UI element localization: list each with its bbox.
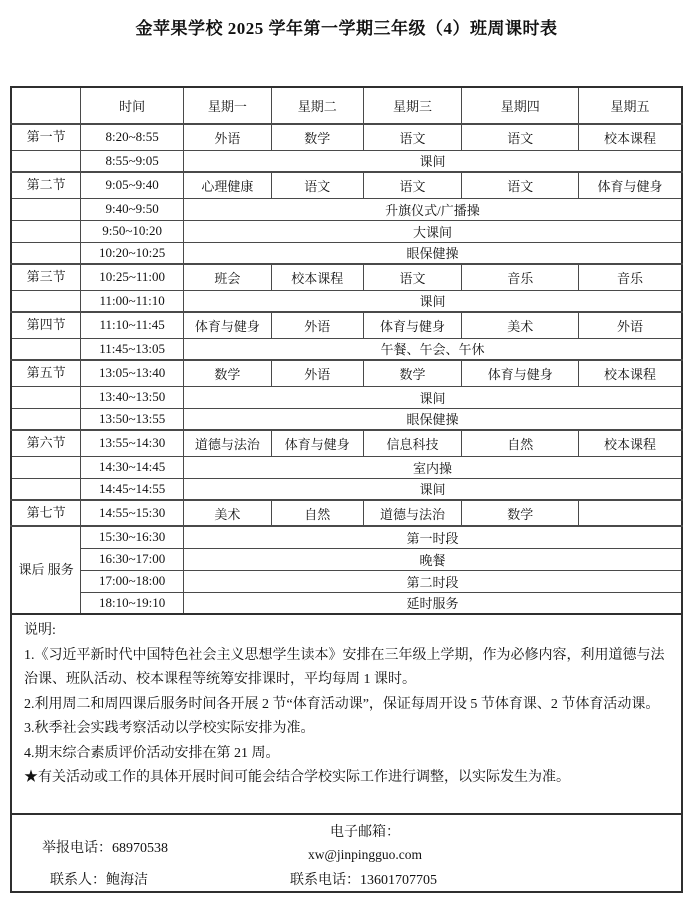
subject-cell: 体育与健身: [183, 312, 271, 338]
time-range: 13:50~13:55: [81, 408, 184, 430]
timetable-table: [10, 86, 683, 893]
timetable-body: [11, 124, 682, 614]
contact-block: [12, 815, 681, 891]
report-phone: 举报电话：68970538: [42, 841, 168, 856]
subject-cell: 音乐: [462, 264, 579, 290]
header-time-cell: 时间: [81, 87, 184, 124]
activity-span-cell: 第二时段: [183, 570, 682, 592]
activity-span-cell: 延时服务: [183, 592, 682, 614]
break-row: [11, 456, 682, 478]
time-range: 11:45~13:05: [81, 338, 184, 360]
time-range: 11:00~11:10: [81, 290, 184, 312]
time-range: 9:40~9:50: [81, 198, 184, 220]
subject-cell: 体育与健身: [363, 312, 462, 338]
time-range: 9:50~10:20: [81, 220, 184, 242]
period-label: 第五节: [11, 360, 81, 386]
activity-span-cell: 大课间: [183, 220, 682, 242]
subject-cell: 音乐: [579, 264, 682, 290]
break-row: [11, 478, 682, 500]
class-row: [11, 172, 682, 198]
break-row: [11, 150, 682, 172]
note-item: 1.《习近平新时代中国特色社会主义思想学生读本》安排在三年级上学期，作为必修内容，利用道德与法治课、班队活动、校本课程等统筹安排课时，平均每周 1 课时。: [24, 647, 665, 687]
subject-cell: 校本课程: [579, 360, 682, 386]
header-day-wednesday: 星期三: [363, 87, 462, 124]
contact-section: [11, 814, 682, 892]
activity-span-cell: 午餐、午会、午休: [183, 338, 682, 360]
break-row: [11, 242, 682, 264]
subject-cell: 外语: [271, 360, 363, 386]
email-label: 电子邮箱：: [330, 825, 400, 840]
service-row: [11, 570, 682, 592]
period-label: 课后 服务: [11, 526, 81, 614]
service-row: [11, 548, 682, 570]
class-row: [11, 500, 682, 526]
subject-cell: [579, 500, 682, 526]
period-label: [11, 456, 81, 478]
break-row: [11, 198, 682, 220]
time-range: 10:20~10:25: [81, 242, 184, 264]
subject-cell: 外语: [579, 312, 682, 338]
subject-cell: 校本课程: [579, 124, 682, 150]
activity-span-cell: 眼保健操: [183, 408, 682, 430]
time-range: 10:25~11:00: [81, 264, 184, 290]
activity-span-cell: 课间: [183, 290, 682, 312]
activity-span-cell: 课间: [183, 150, 682, 172]
activity-span-cell: 课间: [183, 386, 682, 408]
contact-row: [11, 814, 682, 892]
period-label: [11, 220, 81, 242]
period-label: 第七节: [11, 500, 81, 526]
period-label: [11, 386, 81, 408]
timetable-document: [10, 14, 683, 893]
notes-row: [11, 614, 682, 814]
class-row: [11, 124, 682, 150]
subject-cell: 道德与法治: [363, 500, 462, 526]
subject-cell: 外语: [271, 312, 363, 338]
service-row: [11, 592, 682, 614]
activity-span-cell: 课间: [183, 478, 682, 500]
header-row: [11, 87, 682, 124]
subject-cell: 体育与健身: [579, 172, 682, 198]
period-label: 第二节: [11, 172, 81, 198]
period-label: [11, 290, 81, 312]
class-row: [11, 360, 682, 386]
time-range: 9:05~9:40: [81, 172, 184, 198]
time-range: 17:00~18:00: [81, 570, 184, 592]
period-label: [11, 242, 81, 264]
break-row: [11, 338, 682, 360]
subject-cell: 数学: [183, 360, 271, 386]
break-row: [11, 408, 682, 430]
subject-cell: 班会: [183, 264, 271, 290]
subject-cell: 信息科技: [363, 430, 462, 456]
activity-span-cell: 晚餐: [183, 548, 682, 570]
time-range: 13:55~14:30: [81, 430, 184, 456]
break-row: [11, 290, 682, 312]
subject-cell: 语文: [363, 172, 462, 198]
period-label: [11, 408, 81, 430]
period-label: [11, 338, 81, 360]
subject-cell: 自然: [462, 430, 579, 456]
activity-span-cell: 室内操: [183, 456, 682, 478]
period-label: 第六节: [11, 430, 81, 456]
header-day-tuesday: 星期二: [271, 87, 363, 124]
header-period-cell: [11, 87, 81, 124]
timetable-header: [11, 87, 682, 124]
period-label: [11, 478, 81, 500]
subject-cell: 语文: [462, 124, 579, 150]
activity-span-cell: 第一时段: [183, 526, 682, 548]
subject-cell: 外语: [183, 124, 271, 150]
contact-phone: 联系电话：13601707705: [290, 873, 437, 888]
break-row: [11, 220, 682, 242]
header-day-thursday: 星期四: [462, 87, 579, 124]
activity-span-cell: 升旗仪式/广播操: [183, 198, 682, 220]
notes-label: 说明:: [24, 623, 56, 638]
note-item: ★有关活动或工作的具体开展时间可能会结合学校实际工作进行调整，以实际发生为准。: [24, 770, 570, 785]
subject-cell: 体育与健身: [462, 360, 579, 386]
service-row: [11, 526, 682, 548]
class-row: [11, 264, 682, 290]
time-range: 14:45~14:55: [81, 478, 184, 500]
period-label: [11, 150, 81, 172]
page-title: 金苹果学校 2025 学年第一学期三年级（4）班周课时表: [135, 19, 558, 38]
time-range: 16:30~17:00: [81, 548, 184, 570]
notes-list: [24, 644, 669, 791]
time-range: 13:05~13:40: [81, 360, 184, 386]
subject-cell: 自然: [271, 500, 363, 526]
time-range: 14:55~15:30: [81, 500, 184, 526]
header-day-friday: 星期五: [579, 87, 682, 124]
subject-cell: 数学: [363, 360, 462, 386]
subject-cell: 美术: [462, 312, 579, 338]
period-label: 第三节: [11, 264, 81, 290]
header-day-monday: 星期一: [183, 87, 271, 124]
subject-cell: 语文: [363, 124, 462, 150]
time-range: 8:55~9:05: [81, 150, 184, 172]
subject-cell: 道德与法治: [183, 430, 271, 456]
subject-cell: 语文: [271, 172, 363, 198]
notes-section: [11, 614, 682, 814]
subject-cell: 语文: [462, 172, 579, 198]
subject-cell: 语文: [363, 264, 462, 290]
subject-cell: 数学: [462, 500, 579, 526]
subject-cell: 数学: [271, 124, 363, 150]
subject-cell: 心理健康: [183, 172, 271, 198]
class-row: [11, 312, 682, 338]
note-item: 2.利用周二和周四课后服务时间各开展 2 节“体育活动课”，保证每周开设 5 节体育课、2 节体育活动课。: [24, 696, 660, 712]
period-label: [11, 198, 81, 220]
activity-span-cell: 眼保健操: [183, 242, 682, 264]
break-row: [11, 386, 682, 408]
timetable-footer-sections: [11, 614, 682, 892]
subject-cell: 校本课程: [271, 264, 363, 290]
time-range: 13:40~13:50: [81, 386, 184, 408]
email-address: xw@jinpingguo.com: [307, 847, 423, 862]
time-range: 18:10~19:10: [81, 592, 184, 614]
period-label: 第一节: [11, 124, 81, 150]
time-range: 11:10~11:45: [81, 312, 184, 338]
contact-name: 联系人：鲍海洁: [50, 873, 148, 888]
note-item: 4.期末综合素质评价活动安排在第 21 周。: [24, 745, 280, 761]
period-label: 第四节: [11, 312, 81, 338]
subject-cell: 体育与健身: [271, 430, 363, 456]
time-range: 15:30~16:30: [81, 526, 184, 548]
note-item: 3.秋季社会实践考察活动以学校实际安排为准。: [24, 721, 315, 736]
class-row: [11, 430, 682, 456]
time-range: 8:20~8:55: [81, 124, 184, 150]
time-range: 14:30~14:45: [81, 456, 184, 478]
subject-cell: 校本课程: [579, 430, 682, 456]
subject-cell: 美术: [183, 500, 271, 526]
